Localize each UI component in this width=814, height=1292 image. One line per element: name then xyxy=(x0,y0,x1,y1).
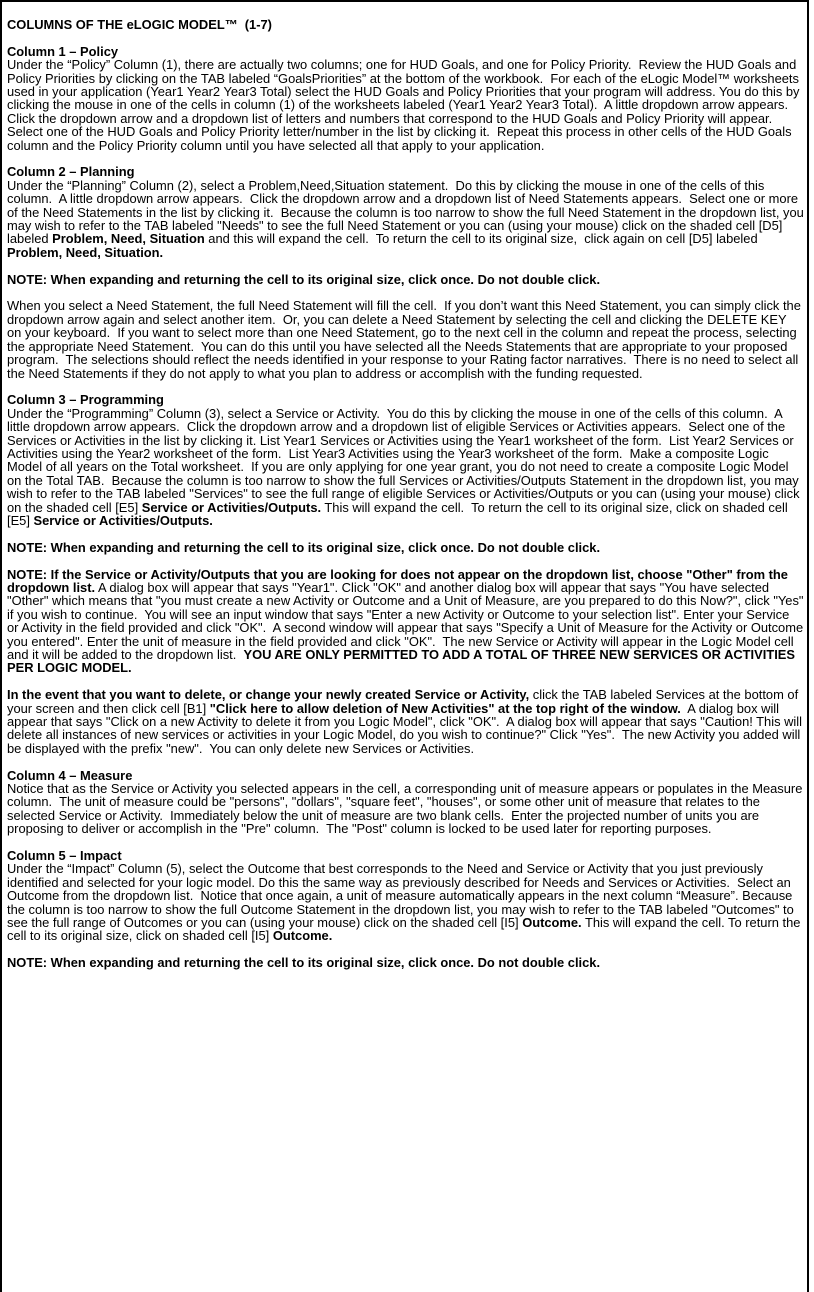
bold-text-run: YOU ARE ONLY PERMITTED TO ADD A TOTAL OF THREE NEW SERVICES OR ACTIVITIES PER LOGIC MODEL. xyxy=(7,646,799,676)
text-run: A dialog box will appear that says "Year1". Click "OK" and another dialog box will appear that says "You have selected "Other" which means that "you must create a new Activity or Outcome and a Unit of Measure, are you prepared to do this Now?", click "Yes" if you wish to continue. You will see an input window that says "Enter a new Activity or Outcome to your selection list". Enter your Service or Activity in the field provided and click "OK". A second window will appear that says "Specify a Unit of Measure for the Activity or Outcome you entered". Enter the unit of measure in the field provided and click "OK". The new Service or Activity will appear in the Logic Model cell and it will be added to the dropdown list. xyxy=(7,579,808,662)
text-run: This will expand the cell. To return the cell to its original size, click on shaded cell [E5] xyxy=(7,499,792,528)
text-run: Under the “Programming” Column (3), select a Service or Activity. You do this by clicking the mouse in one of the cells of this column. A little dropdown arrow appears. Click the dropdown arrow and a dropdown list of eligible Services or Activities appears. Select one of the Services or Activities in the list by clicking it. List Year1 Services or Activities using the Year1 worksheet of the form. List Year2 Services or Activities using the Year2 worksheet of the form. List Year3 Activities using the Year3 worksheet of the form. Make a composite Logic Model of all years on the Total worksheet. If you are only applying for one year grant, you do not need to create a composite Logic Model on the Total TAB. Because the column is too narrow to show the full Services or Activities/Outputs Statement in the dropdown list, you may wish to refer to the TAB labeled "Services" to see the full range of eligible Services or Activities/Outputs or you can (using your mouse) click on the shaded cell [E5] xyxy=(7,405,804,515)
bold-text-run: Problem, Need, Situation xyxy=(52,231,205,247)
paragraph-column4-measure: Notice that as the Service or Activity you selected appears in the cell, a corresponding unit of measure appears or populates in the Measure column. The unit of measure could be "persons", "dollars", "square feet", "houses", or some other unit of measure that relates to the selected Service or Activity. Immediately below the unit of measure are two blank cells. Enter the projected number of units you are proposing to deliver or accomplish in the "Pre" column. The "Post" column is locked to be used later for reporting purposes. xyxy=(7,781,806,837)
text-run: click the TAB labeled Services at the bottom of your screen and then click cell [B1] xyxy=(7,687,802,716)
paragraph-delete-new-activity xyxy=(7,688,804,755)
bold-text-run: NOTE: If the Service or Activity/Outputs that you are looking for does not appear on the dropdown list, choose "Other" from the dropdown list. xyxy=(7,566,792,595)
bold-text-run: Service or Activities/Outputs. xyxy=(33,512,213,528)
text-run: This will expand the cell. To return the cell to its original size, click on shaded cell [I5] xyxy=(7,915,805,944)
section-heading-column3: Column 3 – Programming xyxy=(7,392,164,408)
section-heading-column5: Column 5 – Impact xyxy=(7,848,122,864)
text-run: and this will expand the cell. To return the cell to its original size, click again on cell [D5] labeled xyxy=(204,231,762,247)
bold-text-run: "Click here to allow deletion of New Activities" at the top right of the window. xyxy=(209,700,681,716)
document-title: COLUMNS OF THE eLOGIC MODEL™ (1-7) xyxy=(7,17,272,32)
paragraph-column2-planning xyxy=(7,177,808,260)
bold-text-run: Service or Activities/Outputs. xyxy=(141,499,322,515)
note-click-once-1: NOTE: When expanding and returning the cell to its original size, click once. Do not double click. xyxy=(7,271,601,287)
note-click-once-2: NOTE: When expanding and returning the cell to its original size, click once. Do not double click. xyxy=(7,539,601,555)
bold-text-run: Outcome. xyxy=(522,915,582,931)
paragraph-column1-policy: Under the “Policy” Column (1), there are actually two columns; one for HUD Goals, and one for Policy Priority. Review the HUD Goals and Policy Priorities by clicking on the TAB labeled “GoalsPriorities” at the bottom of the workbook. For each of the eLogic Model™ worksheets used in your application (Year1 Year2 Year3 Total) select the HUD Goals and Policy Priorities that your program will address. You do this by clicking the mouse in one of the cells in column (1) of the worksheets labeled (Year1 Year2 Year3 Total). A little dropdown arrow appears. Click the dropdown arrow and a dropdown list of letters and numbers that correspond to the HUD Goals and Policy Priority will appear. Select one of the HUD Goals and Policy Priority letter/number in the list by clicking it. Repeat this process in other cells of the HUD Goals column and the Policy Priority column until you have selected all that apply to your application. xyxy=(7,57,804,153)
paragraph-note-other-option xyxy=(7,566,808,676)
bold-text-run: Outcome. xyxy=(272,928,333,944)
text-run: A dialog box will appear that says "Click on a new Activity to delete it from you Logic Model", click "OK". A dialog box will appear that says "Caution! This will delete all instances of new services or activities in your Logic Model, do you wish to continue?" Click "Yes". The new Activity you added will be displayed with the prefix "new". You can only delete new Services or Activities. xyxy=(7,700,806,756)
section-heading-column2: Column 2 – Planning xyxy=(7,164,135,180)
paragraph-column5-impact xyxy=(7,862,804,942)
bold-text-run: Problem, Need, Situation. xyxy=(7,244,164,260)
text-run: Under the “Planning” Column (2), select a Problem,Need,Situation statement. Do this by clicking the mouse in one of the cells of this column. A little dropdown arrow appears. Click the dropdown arrow and a dropdown list of Need Statements appears. Select one or more of the Need Statements in the list by clicking it. Because the column is too narrow to show the full Need Statement in the dropdown list, you may wish to refer to the TAB labeled "Needs" to see the full Need Statement or you can (using your mouse) click on the shaded cell [D5] labeled xyxy=(7,177,808,247)
section-heading-column4: Column 4 – Measure xyxy=(7,767,133,783)
note-click-once-3: NOTE: When expanding and returning the cell to its original size, click once. Do not double click. xyxy=(7,955,601,971)
paragraph-need-statement: When you select a Need Statement, the full Need Statement will fill the cell. If you don’t want this Need Statement, you can simply click the dropdown arrow again and select another item. Or, you can delete a Need Statement by selecting the cell and clicking the DELETE KEY on your keyboard. If you want to select more than one Need Statement, go to the next cell in the column and repeat the process, selecting the appropriate Need Statement. You can do this until you have selected all the Needs Statements that are appropriate to your proposed program. The selections should reflect the needs identified in your response to your Rating factor narratives. There is no need to select all the Need Statements if they do not apply to what you plan to address or accomplish with the funding requested. xyxy=(7,298,805,381)
text-run: Under the “Impact” Column (5), select the Outcome that best corresponds to the Need and Service or Activity that you just previously identified and selected for your logic model. Do this the same way as previously described for Needs and Services or Activities. Select an Outcome from the dropdown list. Notice that once again, a unit of measure automatically appears in the next column “Measure”. Because the column is too narrow to show the full Outcome Statement in the dropdown list, you may wish to refer to the TAB labeled "Outcomes" to see the full range of Outcomes or you can (using your mouse) click on the shaded cell [I5] xyxy=(7,861,798,931)
section-heading-column1: Column 1 – Policy xyxy=(7,43,119,59)
bold-text-run: In the event that you want to delete, or change your newly created Service or Activity, xyxy=(7,687,530,703)
paragraph-column3-programming xyxy=(7,407,804,528)
